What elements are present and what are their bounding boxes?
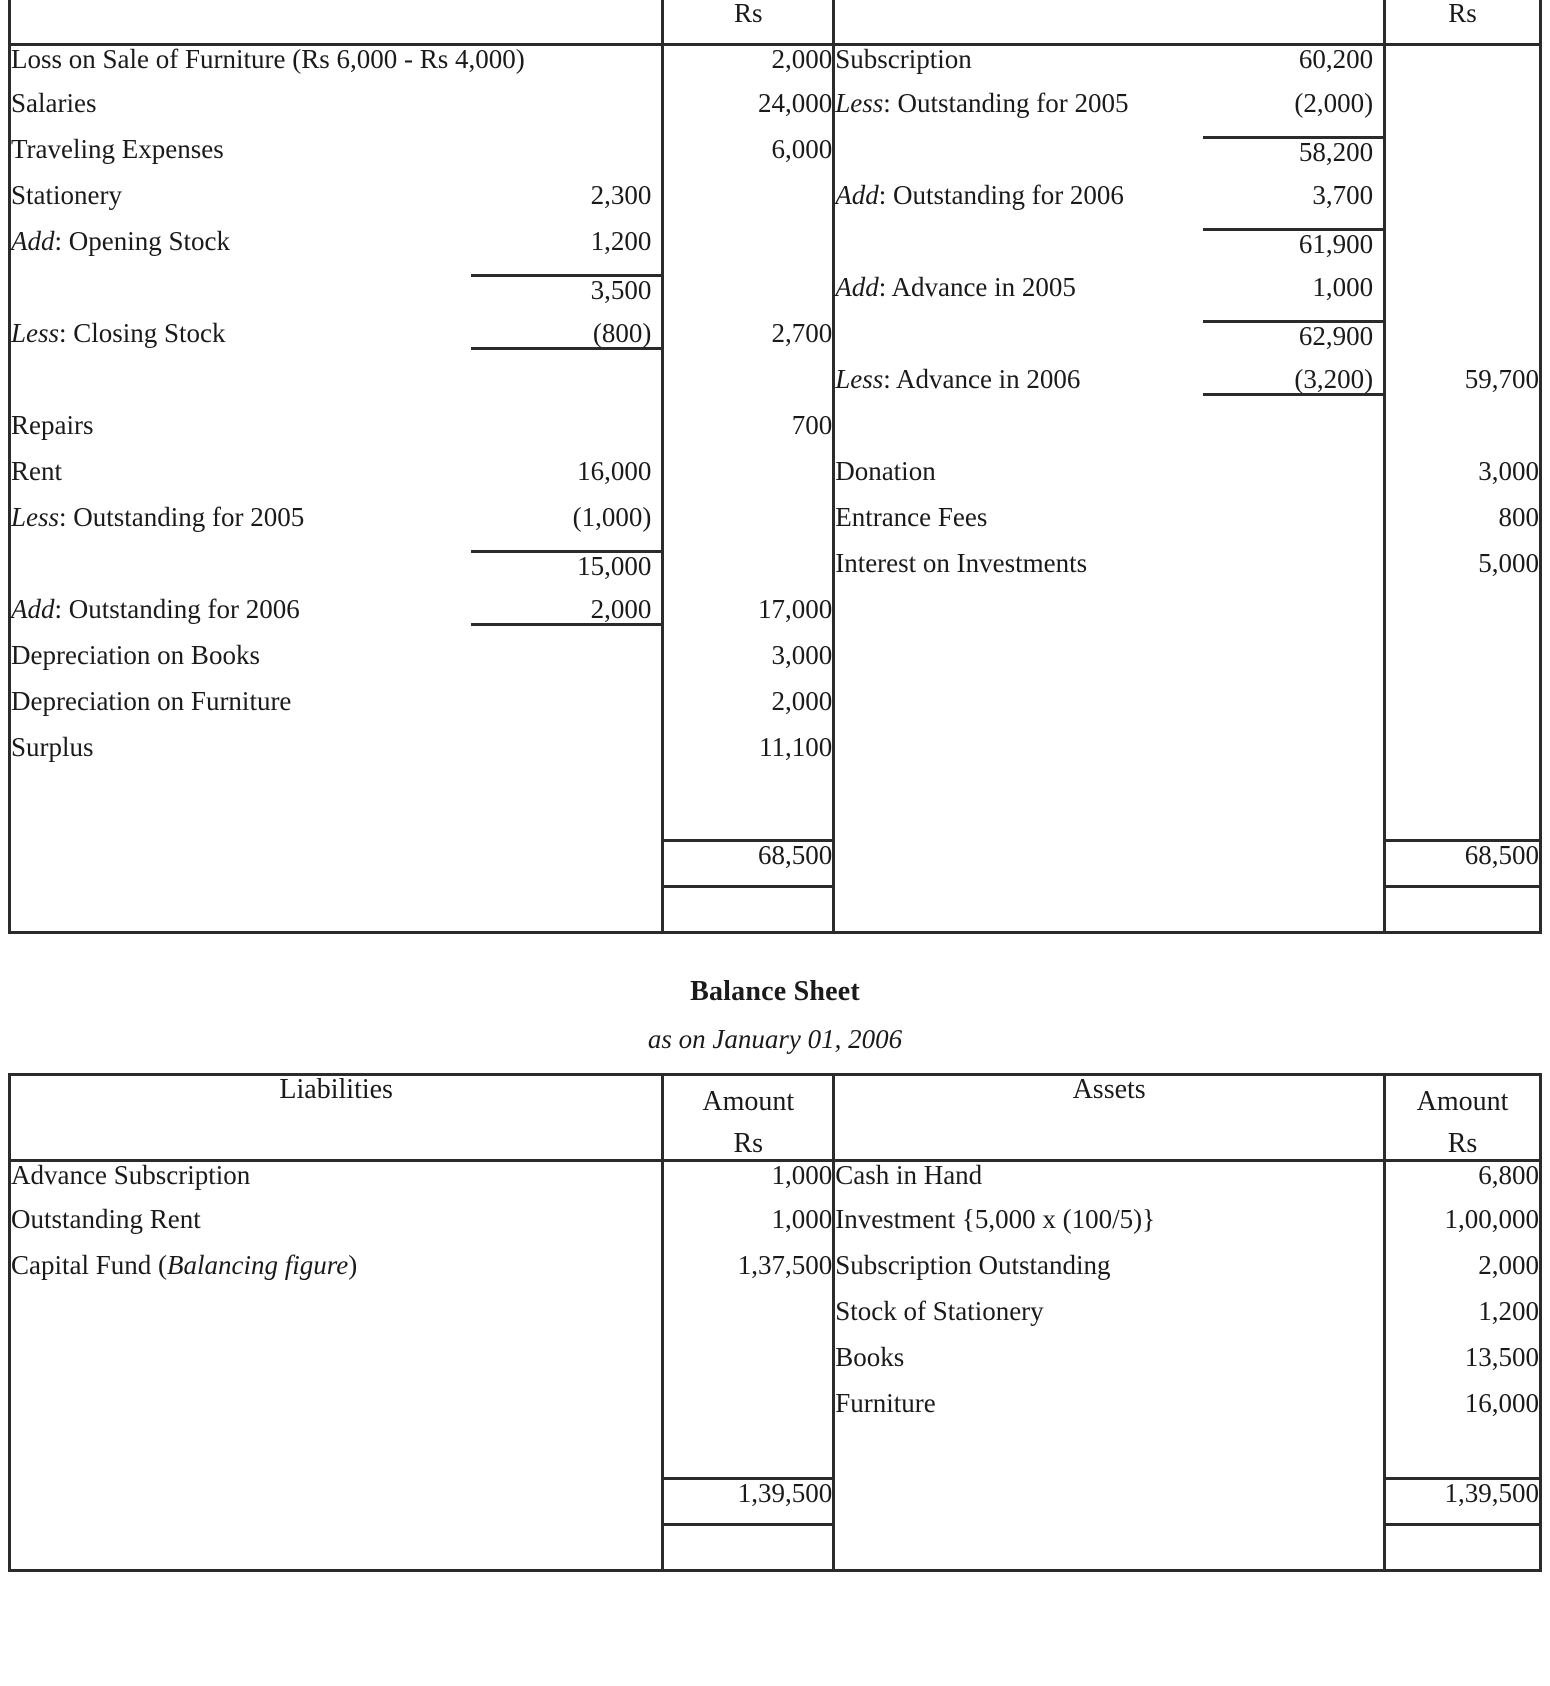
- spacer-liability-label: [10, 1436, 663, 1478]
- expense-amount: [663, 366, 834, 412]
- income-blank: [834, 734, 1385, 780]
- assets-amount-header-line2: Rs: [1447, 1127, 1478, 1159]
- liability-blank: [10, 1298, 663, 1344]
- income-label: Donation: [834, 458, 1385, 504]
- expense-inner-subtotal: 15,000: [471, 550, 661, 580]
- total-asset-label: [834, 1478, 1385, 1524]
- liability-blank: [10, 1390, 663, 1436]
- expense-amount: [663, 274, 834, 320]
- income-inner-amount: (3,200): [1203, 366, 1383, 396]
- asset-amount: 1,00,000: [1385, 1206, 1541, 1252]
- income-currency-header: Rs: [1385, 0, 1541, 44]
- expense-amount: 24,000: [663, 90, 834, 136]
- income-label: Less: Advance in 2006 (3,200): [834, 366, 1385, 412]
- liabilities-amount-header-line1: Amount: [702, 1085, 795, 1117]
- spacer-row: [10, 780, 1541, 840]
- total-row: [10, 840, 1541, 886]
- total-row: [10, 1478, 1541, 1524]
- closing-income-label: [834, 886, 1385, 932]
- liability-amount: 1,000: [663, 1160, 834, 1206]
- expense-inner-amount: (800): [471, 320, 661, 350]
- expense-amount: 2,700: [663, 320, 834, 366]
- income-amount: [1385, 274, 1541, 320]
- assets-amount-header-line1: Amount: [1416, 1085, 1509, 1117]
- expense-inner-amount: 1,200: [590, 226, 652, 256]
- balance-sheet-subtitle: as on January 01, 2006: [647, 1023, 903, 1054]
- income-header-blank: [834, 0, 1385, 44]
- asset-amount: 16,000: [1385, 1390, 1541, 1436]
- income-amount: 800: [1385, 504, 1541, 550]
- total-income-label: [834, 840, 1385, 886]
- income-amount: [1385, 688, 1541, 734]
- income-inner-amount: 1,000: [1312, 272, 1374, 302]
- asset-amount: 2,000: [1385, 1252, 1541, 1298]
- table-row: [10, 504, 1541, 550]
- liability-label: Advance Subscription: [10, 1160, 663, 1206]
- income-expenditure-table: [8, 0, 1542, 934]
- expense-subtotal-row: [10, 274, 663, 320]
- income-amount: 5,000: [1385, 550, 1541, 596]
- asset-amount: 13,500: [1385, 1344, 1541, 1390]
- expense-amount: 11,100: [663, 734, 834, 780]
- balance-sheet-title: Balance Sheet: [690, 975, 860, 1007]
- table-row: [10, 1252, 1541, 1298]
- total-liability-amount: 1,39,500: [663, 1478, 834, 1524]
- expense-amount: 700: [663, 412, 834, 458]
- income-inner-subtotal: 61,900: [1203, 228, 1383, 258]
- expense-label: Repairs: [10, 412, 663, 458]
- income-subtotal-row: [834, 320, 1385, 366]
- income-label: Less: Outstanding for 2005 (2,000): [834, 90, 1385, 136]
- expenditure-header-blank: [10, 0, 663, 44]
- expense-label: Add: Opening Stock 1,200: [10, 228, 663, 274]
- liability-amount: [663, 1298, 834, 1344]
- expense-inner-amount: 2,300: [590, 180, 652, 210]
- expense-label: Less: Outstanding for 2005 (1,000): [10, 504, 663, 550]
- spacer-income-label: [834, 780, 1385, 840]
- liability-label: Outstanding Rent: [10, 1206, 663, 1252]
- spacer-row: [10, 1436, 1541, 1478]
- expense-label: Rent 16,000: [10, 458, 663, 504]
- income-amount: [1385, 90, 1541, 136]
- assets-amount-header: [1385, 1074, 1541, 1160]
- income-amount: [1385, 320, 1541, 366]
- income-amount: [1385, 228, 1541, 274]
- expense-inner-amount: (1,000): [572, 502, 652, 532]
- expense-label: Add: Outstanding for 2006 2,000: [10, 596, 663, 642]
- asset-label: Investment {5,000 x (100/5)}: [834, 1206, 1385, 1252]
- spacer-asset-amount: [1385, 1436, 1541, 1478]
- liability-amount: [663, 1390, 834, 1436]
- liability-amount: 1,37,500: [663, 1252, 834, 1298]
- assets-header: Assets: [834, 1074, 1385, 1160]
- expense-label: Stationery 2,300: [10, 182, 663, 228]
- closing-expense-label: [10, 886, 663, 932]
- table-row: [10, 596, 1541, 642]
- total-expense-amount: 68,500: [663, 840, 834, 886]
- asset-label: Furniture: [834, 1390, 1385, 1436]
- income-inner-subtotal: 62,900: [1203, 320, 1383, 350]
- income-subtotal-row: [834, 228, 1385, 274]
- table-row: [10, 228, 1541, 274]
- asset-amount: 6,800: [1385, 1160, 1541, 1206]
- income-label: Entrance Fees: [834, 504, 1385, 550]
- income-blank: [834, 596, 1385, 642]
- liability-label: Capital Fund (Balancing figure): [10, 1252, 663, 1298]
- table-row: [10, 1344, 1541, 1390]
- expense-amount: 17,000: [663, 596, 834, 642]
- asset-label: Stock of Stationery: [834, 1298, 1385, 1344]
- expense-amount: 3,000: [663, 642, 834, 688]
- table-row: [10, 412, 1541, 458]
- closing-rule-row: [10, 886, 1541, 932]
- liability-blank: [10, 1344, 663, 1390]
- total-expense-label: [10, 840, 663, 886]
- expense-blank: [10, 366, 663, 412]
- income-inner-amount: 3,700: [1312, 180, 1374, 210]
- liability-amount: [663, 1344, 834, 1390]
- asset-label: Books: [834, 1344, 1385, 1390]
- income-amount: [1385, 596, 1541, 642]
- income-label: Add: Outstanding for 2006 3,700: [834, 182, 1385, 228]
- table-row: [10, 182, 1541, 228]
- spacer-expense-amount: [663, 780, 834, 840]
- expense-label: Loss on Sale of Furniture (Rs 6,000 - Rs 4,000): [10, 44, 663, 90]
- table-row: [10, 550, 1541, 596]
- total-income-amount: 68,500: [1385, 840, 1541, 886]
- asset-label: Cash in Hand: [834, 1160, 1385, 1206]
- expense-amount: [663, 182, 834, 228]
- expense-inner-subtotal: 3,500: [471, 274, 661, 304]
- income-subtotal-row: [834, 136, 1385, 182]
- expense-label: Depreciation on Furniture: [10, 688, 663, 734]
- spacer-asset-label: [834, 1436, 1385, 1478]
- spacer-expense-label: [10, 780, 663, 840]
- asset-amount: 1,200: [1385, 1298, 1541, 1344]
- expense-amount: [663, 504, 834, 550]
- spacer-income-amount: [1385, 780, 1541, 840]
- table-row: [10, 688, 1541, 734]
- liabilities-amount-header-line2: Rs: [733, 1127, 764, 1159]
- table-row: [10, 136, 1541, 182]
- table-row: [10, 274, 1541, 320]
- expense-subtotal-row: [10, 550, 663, 596]
- income-amount: [1385, 136, 1541, 182]
- table-row: [10, 1298, 1541, 1344]
- income-blank: [834, 688, 1385, 734]
- table-row: [10, 1390, 1541, 1436]
- expense-amount: [663, 458, 834, 504]
- expenditure-currency-header: Rs: [663, 0, 834, 44]
- expense-label: Depreciation on Books: [10, 642, 663, 688]
- table-row: [10, 90, 1541, 136]
- balance-sheet-header-row: [10, 1074, 1541, 1160]
- table-row: [10, 734, 1541, 780]
- expense-amount: 2,000: [663, 44, 834, 90]
- table-row: [10, 458, 1541, 504]
- income-inner-amount: 60,200: [1298, 43, 1374, 74]
- expense-amount: 2,000: [663, 688, 834, 734]
- expense-label: Traveling Expenses: [10, 136, 663, 182]
- income-inner-amount: (2,000): [1294, 88, 1374, 118]
- closing-liability-label: [10, 1524, 663, 1570]
- total-asset-amount: 1,39,500: [1385, 1478, 1541, 1524]
- income-amount: [1385, 734, 1541, 780]
- closing-rule-row: [10, 1524, 1541, 1570]
- income-blank: [834, 412, 1385, 458]
- closing-asset-amount: [1385, 1524, 1541, 1570]
- liabilities-header: Liabilities: [10, 1074, 663, 1160]
- income-label: Subscription 60,200: [834, 44, 1385, 90]
- income-amount: 59,700: [1385, 366, 1541, 412]
- table-row: [10, 642, 1541, 688]
- liability-amount: 1,000: [663, 1206, 834, 1252]
- table-row: [10, 44, 1541, 90]
- expense-amount: [663, 228, 834, 274]
- income-amount: [1385, 642, 1541, 688]
- income-amount: [1385, 44, 1541, 90]
- liabilities-amount-header: [663, 1074, 834, 1160]
- closing-expense-amount: [663, 886, 834, 932]
- closing-asset-label: [834, 1524, 1385, 1570]
- currency-header-row: [10, 0, 1541, 44]
- income-blank: [834, 642, 1385, 688]
- total-liability-label: [10, 1478, 663, 1524]
- income-label: Interest on Investments: [834, 550, 1385, 596]
- income-amount: [1385, 412, 1541, 458]
- expense-label: Surplus: [10, 734, 663, 780]
- expense-label: Salaries: [10, 90, 663, 136]
- closing-income-amount: [1385, 886, 1541, 932]
- income-inner-subtotal: 58,200: [1203, 136, 1383, 166]
- expense-amount: [663, 550, 834, 596]
- table-row: [10, 1206, 1541, 1252]
- table-row: [10, 320, 1541, 366]
- expense-inner-amount: 16,000: [577, 456, 652, 486]
- expense-inner-amount: 2,000: [471, 596, 661, 626]
- spacer-liability-amount: [663, 1436, 834, 1478]
- closing-liability-amount: [663, 1524, 834, 1570]
- expense-amount: 6,000: [663, 136, 834, 182]
- expense-label: Less: Closing Stock (800): [10, 320, 663, 366]
- asset-label: Subscription Outstanding: [834, 1252, 1385, 1298]
- table-row: [10, 1160, 1541, 1206]
- income-amount: [1385, 182, 1541, 228]
- table-row: [10, 366, 1541, 412]
- income-amount: 3,000: [1385, 458, 1541, 504]
- balance-sheet-table: [8, 1073, 1542, 1572]
- income-label: Add: Advance in 2005 1,000: [834, 274, 1385, 320]
